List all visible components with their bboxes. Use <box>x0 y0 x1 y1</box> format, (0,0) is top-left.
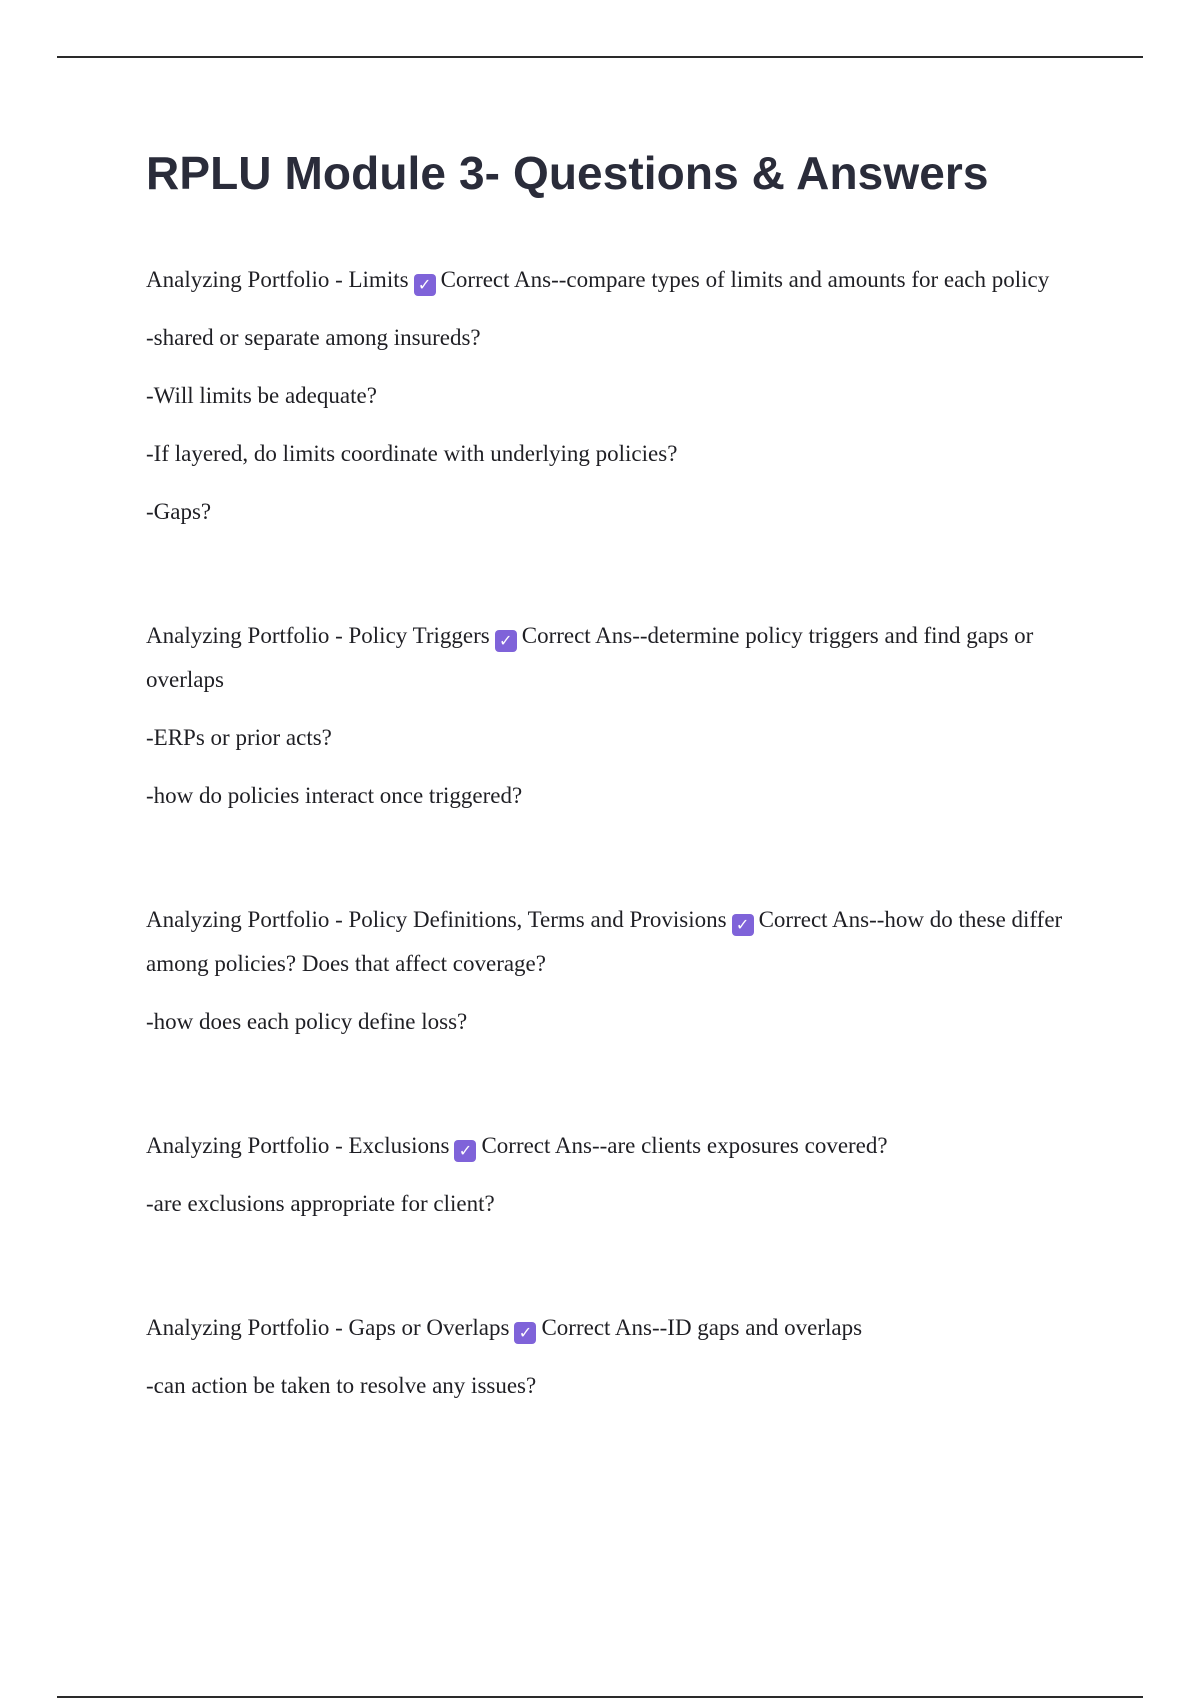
qa-item <box>146 1306 1096 1408</box>
question-text: Analyzing Portfolio - Limits <box>146 267 409 292</box>
qa-item <box>146 614 1096 818</box>
document-body <box>146 140 1096 1408</box>
check-box-icon: ✓ <box>732 914 754 936</box>
question-answer-line <box>146 1124 1096 1168</box>
answer-text: Correct Ans--determine policy triggers and find gaps or overlaps <box>146 623 1034 692</box>
detail-line: -Will limits be adequate? <box>146 383 377 408</box>
detail-line: -how do policies interact once triggered? <box>146 783 523 808</box>
check-box-icon: ✓ <box>454 1140 476 1162</box>
check-box-icon: ✓ <box>495 630 517 652</box>
question-text: Analyzing Portfolio - Policy Triggers <box>146 623 490 648</box>
question-text: Analyzing Portfolio - Policy Definitions, Terms and Provisions <box>146 907 727 932</box>
answer-text: Correct Ans--compare types of limits and amounts for each policy <box>440 267 1050 292</box>
qa-item <box>146 898 1096 1044</box>
header-rule <box>57 56 1143 58</box>
detail-line: -If layered, do limits coordinate with underlying policies? <box>146 441 678 466</box>
question-answer-line <box>146 898 1096 986</box>
question-text: Analyzing Portfolio - Gaps or Overlaps <box>146 1315 510 1340</box>
question-answer-line <box>146 1306 1096 1350</box>
page-title: RPLU Module 3- Questions & Answers <box>146 147 989 199</box>
qa-item <box>146 1124 1096 1226</box>
detail-line: -are exclusions appropriate for client? <box>146 1191 495 1216</box>
detail-line: -ERPs or prior acts? <box>146 725 332 750</box>
question-text: Analyzing Portfolio - Exclusions <box>146 1133 450 1158</box>
answer-text: Correct Ans--ID gaps and overlaps <box>541 1315 863 1340</box>
question-answer-line <box>146 258 1096 302</box>
check-box-icon: ✓ <box>514 1322 536 1344</box>
answer-text: Correct Ans--how do these differ among policies? Does that affect coverage? <box>146 907 1063 976</box>
check-box-icon: ✓ <box>414 274 436 296</box>
footer-rule <box>57 1696 1143 1698</box>
detail-line: -Gaps? <box>146 499 212 524</box>
detail-line: -how does each policy define loss? <box>146 1009 468 1034</box>
answer-text: Correct Ans--are clients exposures covered? <box>481 1133 888 1158</box>
detail-line: -shared or separate among insureds? <box>146 325 481 350</box>
detail-line: -can action be taken to resolve any issues? <box>146 1373 537 1398</box>
qa-item <box>146 258 1096 534</box>
question-answer-line <box>146 614 1096 702</box>
